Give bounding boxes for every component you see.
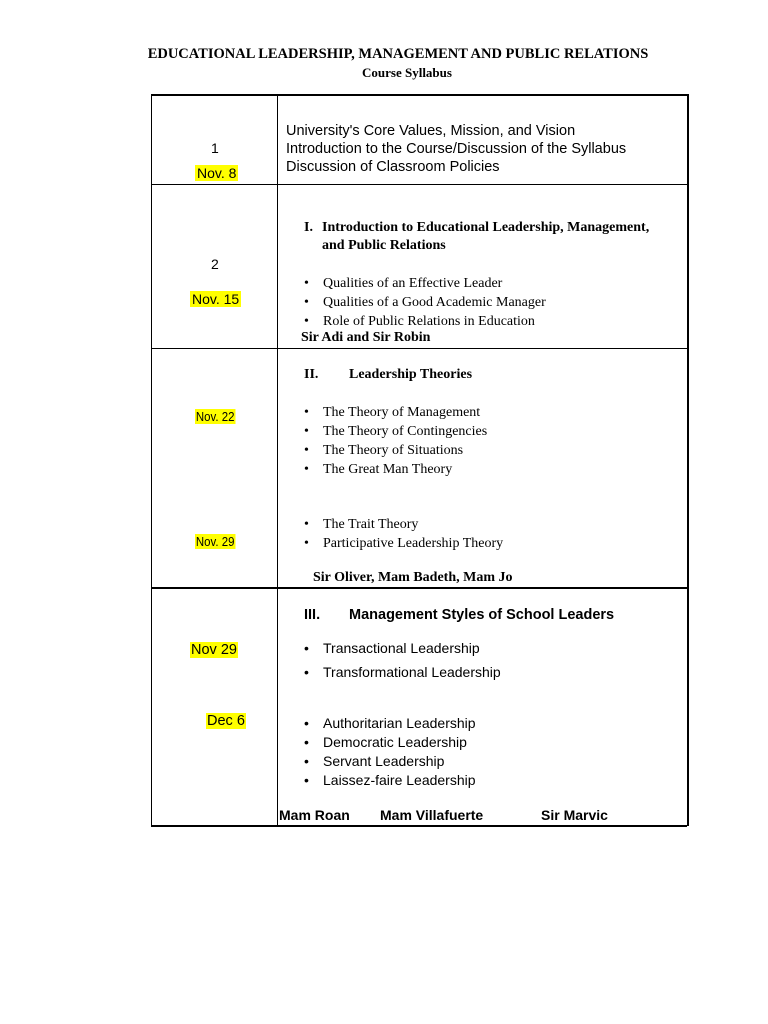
list-item: • Democratic Leadership	[301, 733, 476, 752]
table-border-top	[151, 94, 687, 96]
list-item: • Qualities of an Effective Leader	[301, 274, 546, 293]
presenter-name: Sir Marvic	[541, 807, 608, 823]
table-border-right	[687, 94, 689, 826]
list-item: • The Trait Theory	[301, 515, 503, 534]
section-number: II.	[304, 367, 319, 382]
section-heading: and Public Relations	[322, 238, 446, 253]
topic-list	[301, 636, 501, 684]
presenters: Sir Adi and Sir Robin	[301, 330, 431, 345]
presenter-name: Mam Villafuerte	[380, 807, 484, 823]
session-date: Nov. 15	[192, 291, 240, 307]
row-divider	[151, 587, 687, 589]
section-number: III.	[304, 607, 321, 623]
topic-line: University's Core Values, Mission, and Vision	[286, 123, 576, 139]
table-border-bottom	[151, 825, 687, 827]
column-divider	[277, 94, 278, 826]
presenters: Sir Oliver, Mam Badeth, Mam Jo	[313, 570, 513, 585]
topic-line: Introduction to the Course/Discussion of the Syllabus	[286, 141, 627, 157]
topic-list	[301, 714, 476, 790]
section-number: I.	[304, 220, 313, 235]
document-title: EDUCATIONAL LEADERSHIP, MANAGEMENT AND PUBLIC RELATIONS	[147, 46, 649, 62]
list-item: • The Theory of Management	[301, 403, 487, 422]
session-date: Nov. 29	[195, 534, 235, 549]
table-border-left	[151, 94, 152, 826]
list-item: • Transformational Leadership	[301, 660, 501, 684]
list-item: • Participative Leadership Theory	[301, 534, 503, 553]
list-item: • The Great Man Theory	[301, 460, 487, 479]
list-item: • Transactional Leadership	[301, 636, 501, 660]
list-item: • The Theory of Situations	[301, 441, 487, 460]
session-date: Dec 6	[207, 713, 245, 729]
topic-list	[301, 403, 487, 479]
section-heading: Leadership Theories	[349, 367, 473, 382]
week-number: 1	[211, 140, 219, 156]
week-number: 2	[211, 256, 219, 272]
list-item: • Servant Leadership	[301, 752, 476, 771]
session-date: Nov. 8	[197, 165, 237, 181]
session-date: Nov 29	[191, 642, 237, 658]
list-item: • Laissez-faire Leadership	[301, 771, 476, 790]
session-date: Nov. 22	[195, 409, 235, 424]
list-item: • The Theory of Contingencies	[301, 422, 487, 441]
list-item: • Authoritarian Leadership	[301, 714, 476, 733]
section-heading: Introduction to Educational Leadership, Management,	[322, 220, 650, 235]
section-heading: Management Styles of School Leaders	[349, 607, 615, 623]
document-subtitle: Course Syllabus	[362, 65, 452, 80]
list-item: • Qualities of a Good Academic Manager	[301, 293, 546, 312]
topic-line: Discussion of Classroom Policies	[286, 159, 500, 175]
row-divider	[151, 348, 687, 349]
row-divider	[151, 184, 687, 185]
topic-list	[301, 274, 546, 331]
list-item: • Role of Public Relations in Education	[301, 312, 546, 331]
presenter-name: Mam Roan	[279, 807, 350, 823]
topic-list	[301, 515, 503, 553]
